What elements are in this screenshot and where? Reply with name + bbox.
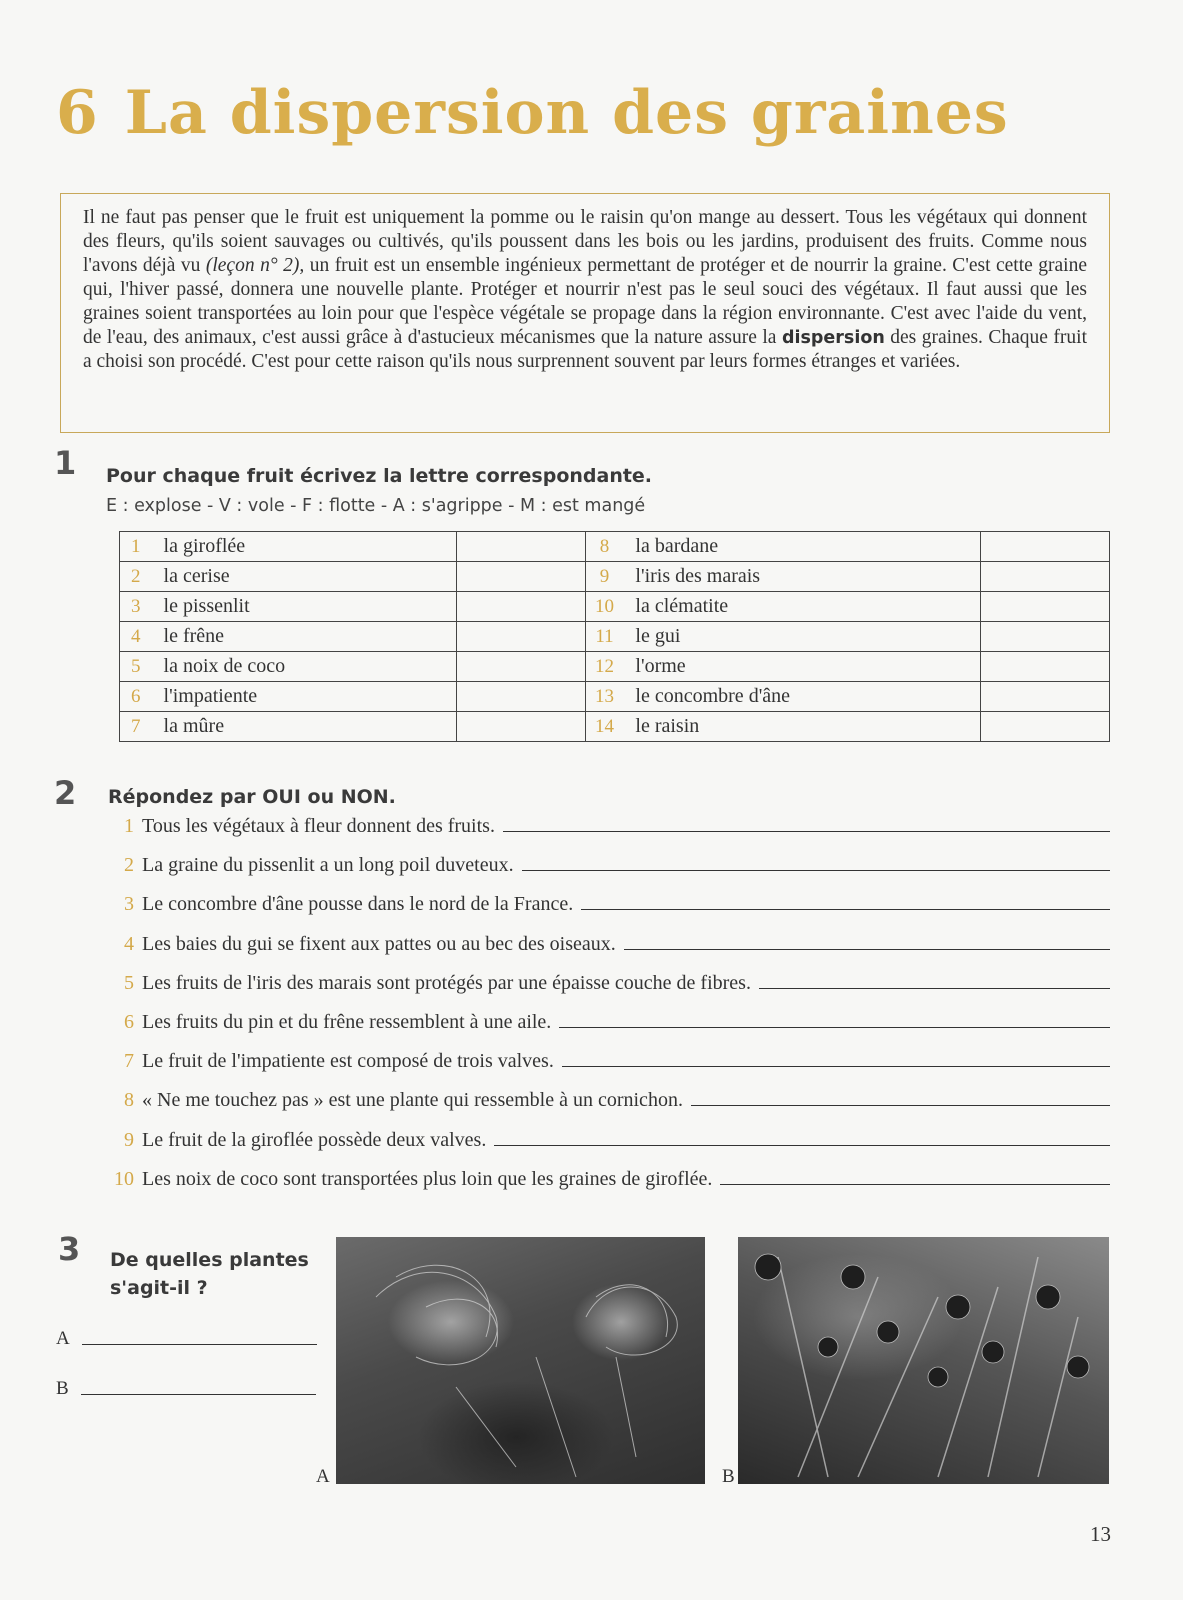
question-text: Les fruits du pin et du frêne ressemblent à une aile. [142, 1011, 552, 1033]
answer-a-label: A [56, 1328, 70, 1349]
answer-line[interactable] [522, 870, 1110, 871]
question-text: Le fruit de la giroflée possède deux valves. [142, 1128, 487, 1151]
question-text: Le fruit de l'impatiente est composé de trois valves. [142, 1050, 554, 1073]
intro-box [60, 193, 1110, 433]
fruit-name: le concombre d'âne [623, 682, 980, 712]
exercise-3-number: 3 [58, 1230, 81, 1268]
fruit-answer-cell[interactable] [980, 682, 1109, 712]
fruit-number: 3 [120, 592, 152, 622]
fruit-name: le raisin [623, 712, 980, 742]
fruit-number: 10 [585, 592, 623, 622]
fruit-number: 14 [585, 712, 623, 742]
fruit-name: la giroflée [152, 532, 457, 562]
intro-text-3: des graines. Chaque fruit a choisi son procédé. C'est pour cette raison qu'ils nous surprennent souvent par leurs formes étranges et variées. [83, 327, 1087, 372]
fruit-name: le pissenlit [152, 592, 457, 622]
answer-line[interactable] [559, 1027, 1110, 1028]
answer-line[interactable] [562, 1066, 1110, 1067]
question-row [108, 926, 1110, 956]
fruit-number: 13 [585, 682, 623, 712]
fruit-answer-cell[interactable] [457, 652, 585, 682]
lesson-number: 6 [56, 78, 99, 148]
question-number: 7 [124, 1050, 134, 1073]
fruit-name: la mûre [152, 712, 457, 742]
fruit-name: le frêne [152, 622, 457, 652]
answer-line[interactable] [624, 949, 1110, 950]
fruit-answer-cell[interactable] [980, 712, 1109, 742]
table-row [120, 622, 1110, 652]
photo-a-seedheads [336, 1237, 705, 1484]
answer-b [56, 1372, 316, 1400]
photo-a-label: A [316, 1466, 330, 1487]
question-row [108, 808, 1110, 838]
fruit-answer-cell[interactable] [457, 712, 585, 742]
question-number: 9 [124, 1128, 134, 1151]
fruit-name: l'impatiente [152, 682, 457, 712]
fruit-answer-cell[interactable] [457, 532, 585, 562]
table-row [120, 562, 1110, 592]
fruit-answer-cell[interactable] [457, 682, 585, 712]
fruit-number: 2 [120, 562, 152, 592]
fruit-name: la clématite [623, 592, 980, 622]
lesson-title: La dispersion des graines [124, 78, 1009, 148]
exercise-3-title-line-2: s'agit-il ? [110, 1277, 208, 1299]
question-number: 6 [124, 1011, 134, 1033]
exercise-3-title [110, 1246, 309, 1302]
fruit-name: la cerise [152, 562, 457, 592]
question-text: Tous les végétaux à fleur donnent des fruits. [142, 815, 495, 837]
fruit-answer-cell[interactable] [457, 622, 585, 652]
fruit-name: la bardane [623, 532, 980, 562]
table-row [120, 532, 1110, 562]
table-row [120, 652, 1110, 682]
answer-a-field[interactable] [82, 1344, 317, 1345]
answer-b-label: B [56, 1378, 69, 1399]
table-row [120, 712, 1110, 742]
photo-b-label: B [722, 1466, 735, 1487]
fruit-number: 12 [585, 652, 623, 682]
question-row [108, 1082, 1110, 1112]
exercise-1-number: 1 [54, 444, 77, 482]
photo-a [336, 1237, 705, 1484]
answer-line[interactable] [581, 909, 1110, 910]
page-title [56, 78, 1009, 148]
exercise-2-title: Répondez par OUI ou NON. [108, 786, 396, 808]
question-row [108, 1004, 1110, 1034]
question-row [108, 886, 1110, 916]
question-row [108, 1161, 1110, 1191]
question-number: 10 [114, 1167, 134, 1190]
fruit-name: le gui [623, 622, 980, 652]
fruit-answer-cell[interactable] [980, 652, 1109, 682]
fruit-table [119, 531, 1110, 742]
question-number: 3 [124, 893, 134, 916]
table-row [120, 682, 1110, 712]
question-text: Le concombre d'âne pousse dans le nord de la France. [142, 893, 574, 916]
question-text: « Ne me touchez pas » est une plante qui ressemble à un cornichon. [142, 1089, 683, 1112]
fruit-number: 11 [585, 622, 623, 652]
exercise-1-title: Pour chaque fruit écrivez la lettre correspondante. [106, 465, 653, 487]
lesson-reference: (leçon n° 2), [205, 255, 305, 276]
question-text: Les fruits de l'iris des marais sont protégés par une épaisse couche de fibres. [142, 971, 751, 994]
intro-keyword: dispersion [781, 328, 885, 348]
fruit-number: 9 [585, 562, 623, 592]
fruit-name: l'orme [623, 652, 980, 682]
exercise-1-legend: E : explose - V : vole - F : flotte - A : s'agrippe - M : est mangé [106, 496, 646, 516]
fruit-number: 8 [585, 532, 623, 562]
answer-a [56, 1322, 317, 1350]
fruit-answer-cell[interactable] [980, 622, 1109, 652]
intro-text-2: un fruit est un ensemble ingénieux permettant de protéger et de nourrir la graine. C'est cette graine qui, l'hiver passé, donnera une nouvelle plante. Protéger et nourrir n'est pas le seul souci des végétaux. Il faut aussi que les graines soient transportées au loin pour que l'espèce végétale se propage dans la région environnante. C'est avec l'aide du vent, de l'eau, des animaux, c'est aussi grâce à d'astucieux mécanismes que la nature assure la [83, 255, 1087, 348]
answer-line[interactable] [503, 831, 1110, 832]
question-row [108, 847, 1110, 877]
answer-line[interactable] [494, 1145, 1110, 1146]
fruit-number: 1 [120, 532, 152, 562]
fruit-answer-cell[interactable] [457, 592, 585, 622]
fruit-name: l'iris des marais [623, 562, 980, 592]
answer-line[interactable] [720, 1184, 1110, 1185]
question-number: 1 [124, 815, 134, 837]
fruit-answer-cell[interactable] [457, 562, 585, 592]
answer-line[interactable] [691, 1105, 1110, 1106]
question-row [108, 1122, 1110, 1152]
photo-b [738, 1237, 1109, 1484]
question-row [108, 1043, 1110, 1073]
fruit-number: 6 [120, 682, 152, 712]
fruit-answer-cell[interactable] [980, 592, 1109, 622]
fruit-name: la noix de coco [152, 652, 457, 682]
fruit-answer-cell[interactable] [980, 562, 1109, 592]
exercise-2-number: 2 [54, 774, 77, 812]
question-text: La graine du pissenlit a un long poil duveteux. [142, 854, 514, 877]
answer-line[interactable] [759, 988, 1110, 989]
page-number: 13 [1090, 1522, 1111, 1546]
photo-b-burdock [738, 1237, 1109, 1484]
fruit-number: 4 [120, 622, 152, 652]
question-number: 5 [124, 971, 134, 994]
question-text: Les baies du gui se fixent aux pattes ou au bec des oiseaux. [142, 932, 616, 955]
table-row [120, 592, 1110, 622]
fruit-number: 7 [120, 712, 152, 742]
intro-text-1: Il ne faut pas penser que le fruit est uniquement la pomme ou le raisin qu'on mange au dessert. Tous les végétaux qui donnent des fleurs, qu'ils soient sauvages ou cultivés, qu'ils poussent dans les bois ou les jardins, produisent des fruits. Comme nous l'avons déjà vu [83, 207, 1087, 276]
fruit-answer-cell[interactable] [980, 532, 1109, 562]
fruit-number: 5 [120, 652, 152, 682]
exercise-3-title-line-1: De quelles plantes [110, 1249, 309, 1271]
question-number: 2 [124, 854, 134, 877]
question-number: 8 [124, 1089, 134, 1112]
question-text: Les noix de coco sont transportées plus loin que les graines de giroflée. [142, 1167, 713, 1190]
question-number: 4 [124, 932, 134, 955]
answer-b-field[interactable] [81, 1394, 316, 1395]
question-row [108, 965, 1110, 995]
